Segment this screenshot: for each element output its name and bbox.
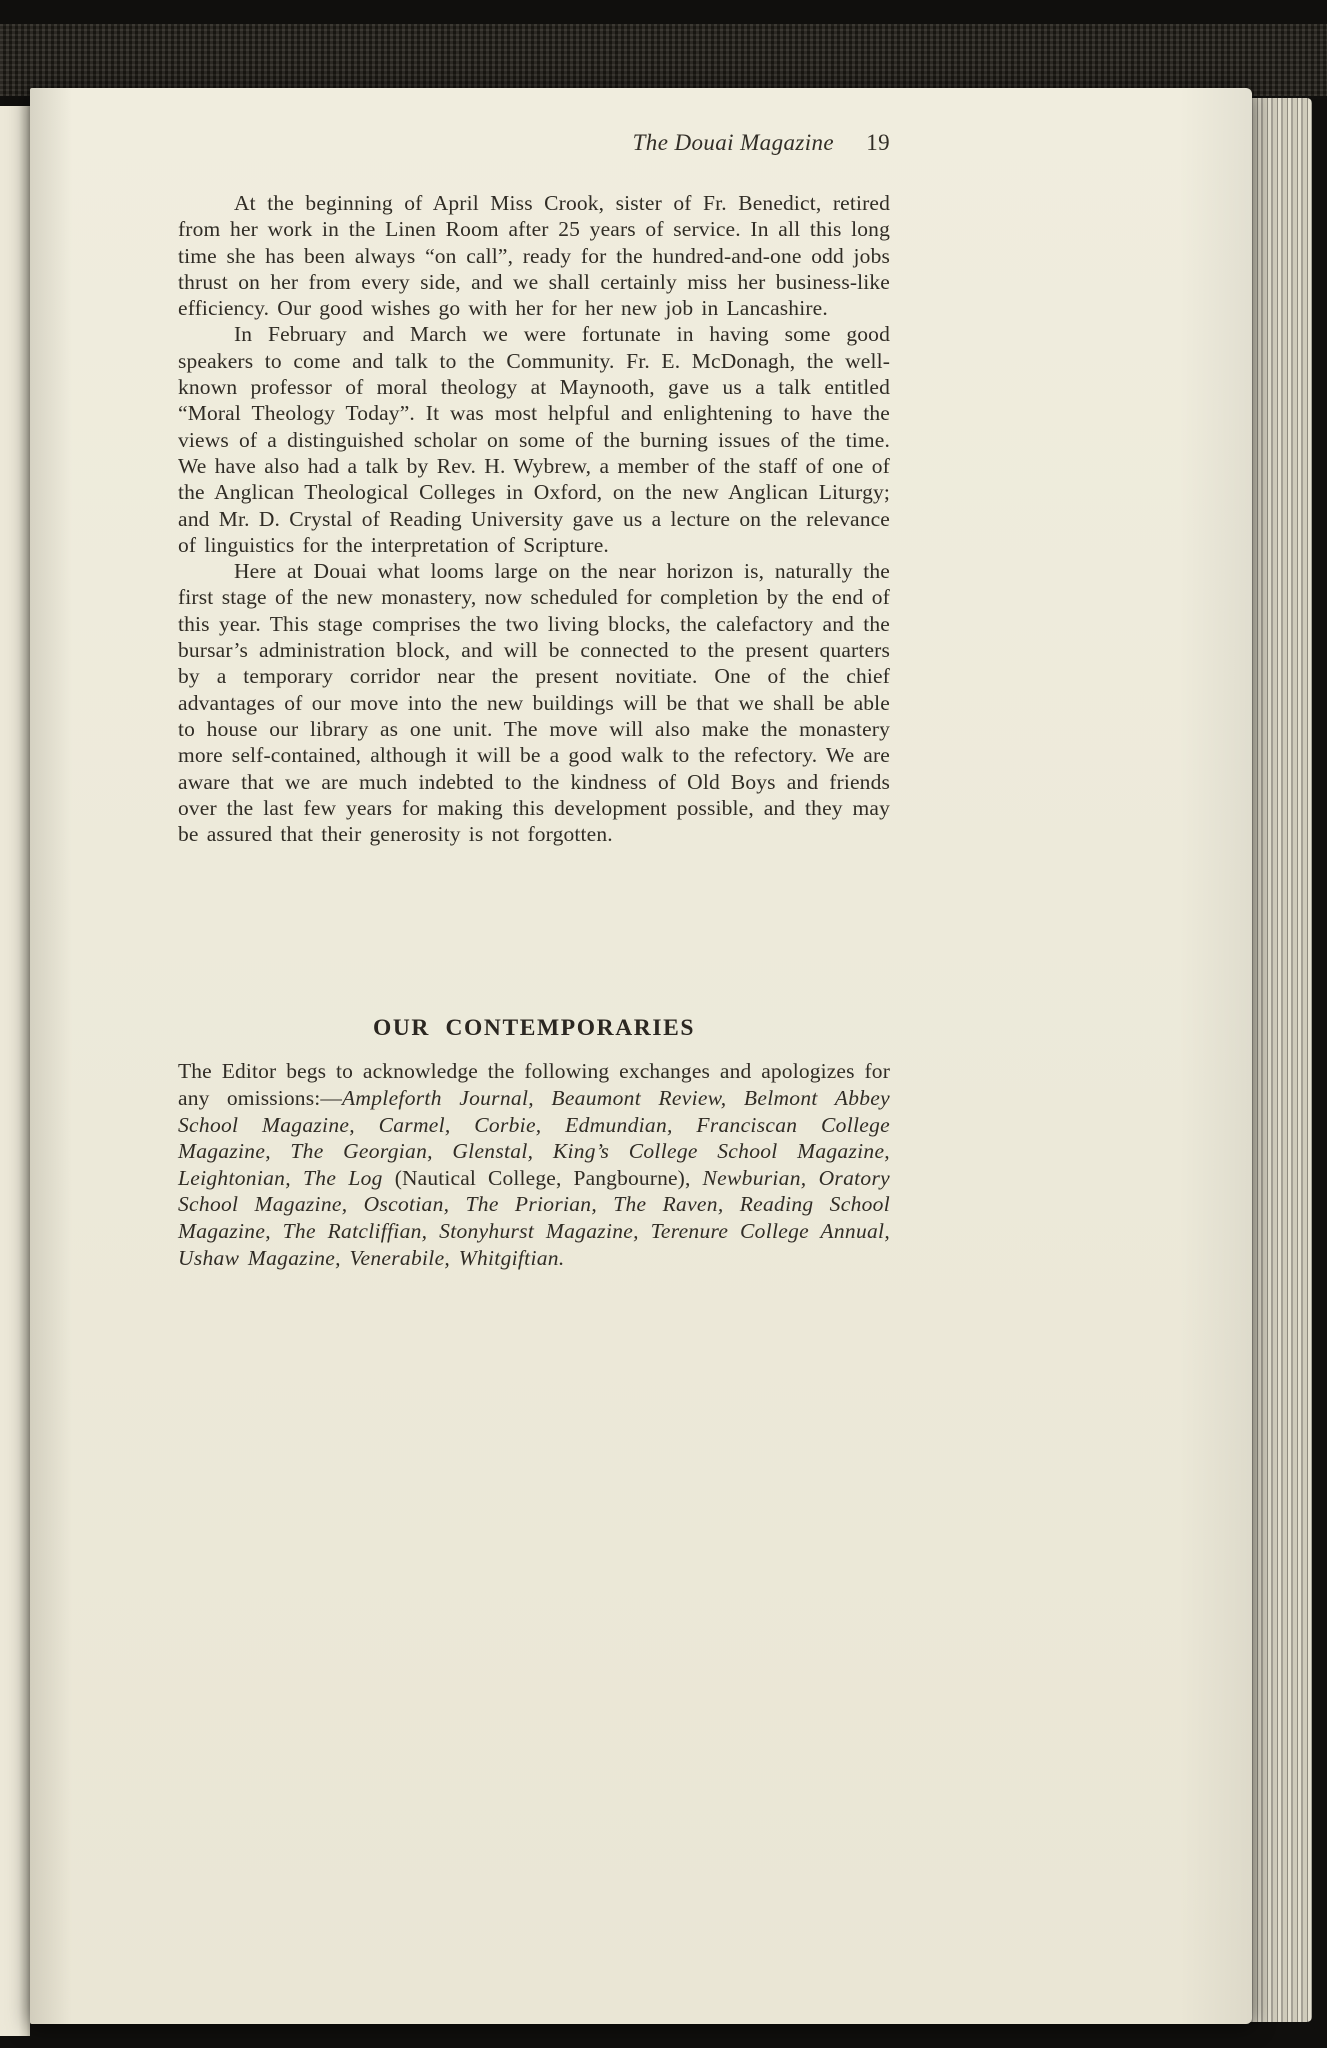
magazine-title: The Douai Magazine [632,130,835,155]
running-header [178,130,890,156]
paragraph-speakers: In February and March we were fortunate in having some good speakers to come and talk to the Community. Fr. E. McDonagh, the well-known professor of moral theology at Maynooth, gave us a talk entitled “Moral Theology Today”. It was most helpful and enlightening to have the views of a distinguished scholar on some of the burning issues of the time. We have also had a talk by Rev. H. Wybrew, a member of the staff of one of the Anglican Theological Colleges in Oxford, on the new Anglican Liturgy; and Mr. D. Crystal of Reading University gave us a lecture on the relevance of linguistics for the interpretation of Scripture. [178,322,890,557]
contemporaries-paragraph [178,1058,890,1271]
book-page [30,88,1252,2024]
page-number: 19 [866,130,890,155]
exchange-list-segment: (Nautical College, Pangbourne), [382,1165,703,1190]
body-copy [178,190,890,847]
facing-page-edge [0,106,30,2036]
paragraph-new-monastery: Here at Douai what looms large on the near horizon is, naturally the first stage of the new monastery, now scheduled for completion by the end of this year. This stage comprises the two living blocks, the calefactory and the bursar’s administration block, and will be connected to the present quarters by a temporary corridor near the present novitiate. One of the chief advantages of our move into the new buildings will be that we shall be able to house our library as one unit. The move will also make the monastery more self-contained, although it will be a good walk to the refectory. We are aware that we are much indebted to the kindness of Old Boys and friends over the last few years for making this development possible, and they may be assured that their generosity is not forgotten. [178,559,890,847]
exchange-list-segment: The Editor begs to acknowledge the following exchanges and apologizes for any omissions:— [178,1059,890,1111]
text-column [178,130,890,1271]
section-heading: OUR CONTEMPORARIES [372,1015,696,1042]
exchange-list-segment: Ampleforth Journal, Beaumont Review, Belmont Abbey School Magazine, Carmel, Corbie, Edmundian, Franciscan College Magazine, The Georgian, Glenstal, King’s College School Magazine, Leightonian, The Log [178,1086,890,1190]
exchange-list-segment: Newburian, Oratory School Magazine, Oscotian, The Priorian, The Raven, Reading School Magazine, The Ratcliffian, Stonyhurst Magazine, Terenure College Annual, Ushaw Magazine, Venerabile, Whitgiftian. [178,1165,890,1270]
book-cloth-band [0,24,1327,96]
paragraph-miss-crook: At the beginning of April Miss Crook, sister of Fr. Benedict, retired from her work in the Linen Room after 25 years of service. In all this long time she has been always “on call”, ready for the hundred-and-one odd jobs thrust on her from every side, and we shall certainly miss her business-like efficiency. Our good wishes go with her for her new job in Lancashire. [178,191,890,321]
page-edge-stack [1248,98,1312,2022]
